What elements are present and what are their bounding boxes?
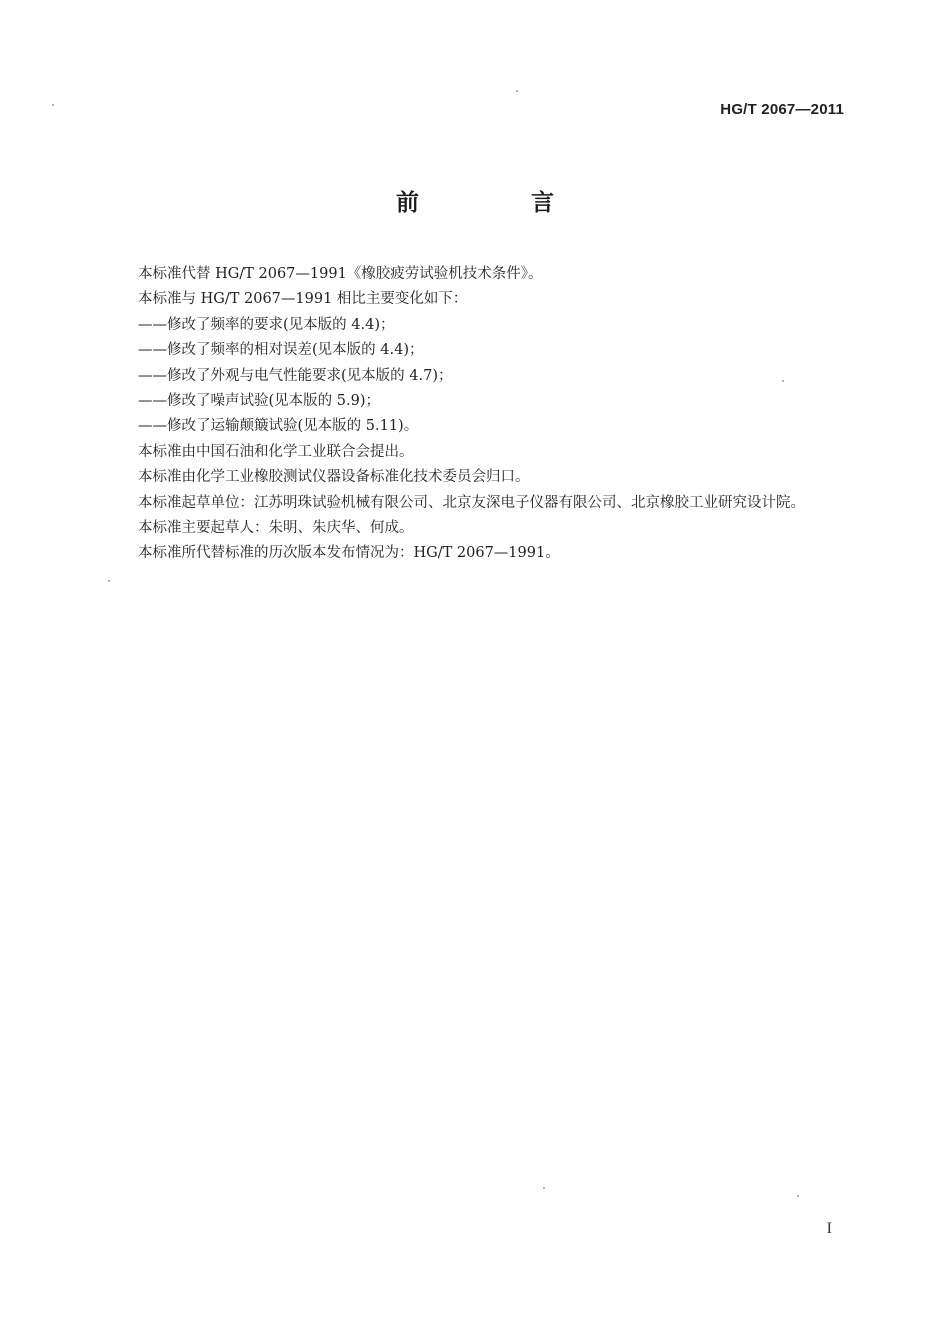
paragraph-history: 本标准所代替标准的历次版本发布情况为：HG/T 2067—1991。 bbox=[138, 545, 560, 562]
change-item-appearance: ——修改了外观与电气性能要求(见本版的 4.7)； bbox=[138, 367, 453, 384]
change-item-noise: ——修改了噪声试验(见本版的 5.9)； bbox=[138, 393, 380, 410]
scan-speck bbox=[52, 104, 54, 106]
scan-speck bbox=[516, 90, 518, 92]
change-item-frequency: ——修改了频率的要求(见本版的 4.4)； bbox=[138, 316, 395, 333]
scan-speck bbox=[782, 380, 784, 382]
scan-speck bbox=[543, 1187, 545, 1189]
scan-speck bbox=[108, 580, 110, 582]
scan-speck bbox=[797, 1195, 799, 1197]
page-number: I bbox=[826, 1220, 832, 1237]
paragraph-drafting-units: 本标准起草单位：江苏明珠试验机械有限公司、北京友深电子仪器有限公司、北京橡胶工业研究设计院。 bbox=[138, 494, 805, 511]
paragraph-drafters: 本标准主要起草人：朱明、朱庆华、何成。 bbox=[138, 520, 414, 537]
standard-code: HG/T 2067—2011 bbox=[720, 101, 844, 118]
page-title: 前 言 bbox=[395, 190, 606, 216]
paragraph-administered-by: 本标准由化学工业橡胶测试仪器设备标准化技术委员会归口。 bbox=[138, 469, 530, 486]
change-item-transport: ——修改了运输颠簸试验(见本版的 5.11)。 bbox=[138, 418, 419, 435]
change-item-relative-error: ——修改了频率的相对误差(见本版的 4.4)； bbox=[138, 342, 424, 359]
foreword-body bbox=[108, 262, 848, 567]
paragraph-changes-intro: 本标准与 HG/T 2067—1991 相比主要变化如下： bbox=[138, 291, 468, 308]
paragraph-replaces: 本标准代替 HG/T 2067—1991《橡胶疲劳试验机技术条件》。 bbox=[138, 266, 543, 282]
paragraph-proposed-by: 本标准由中国石油和化学工业联合会提出。 bbox=[138, 443, 414, 460]
